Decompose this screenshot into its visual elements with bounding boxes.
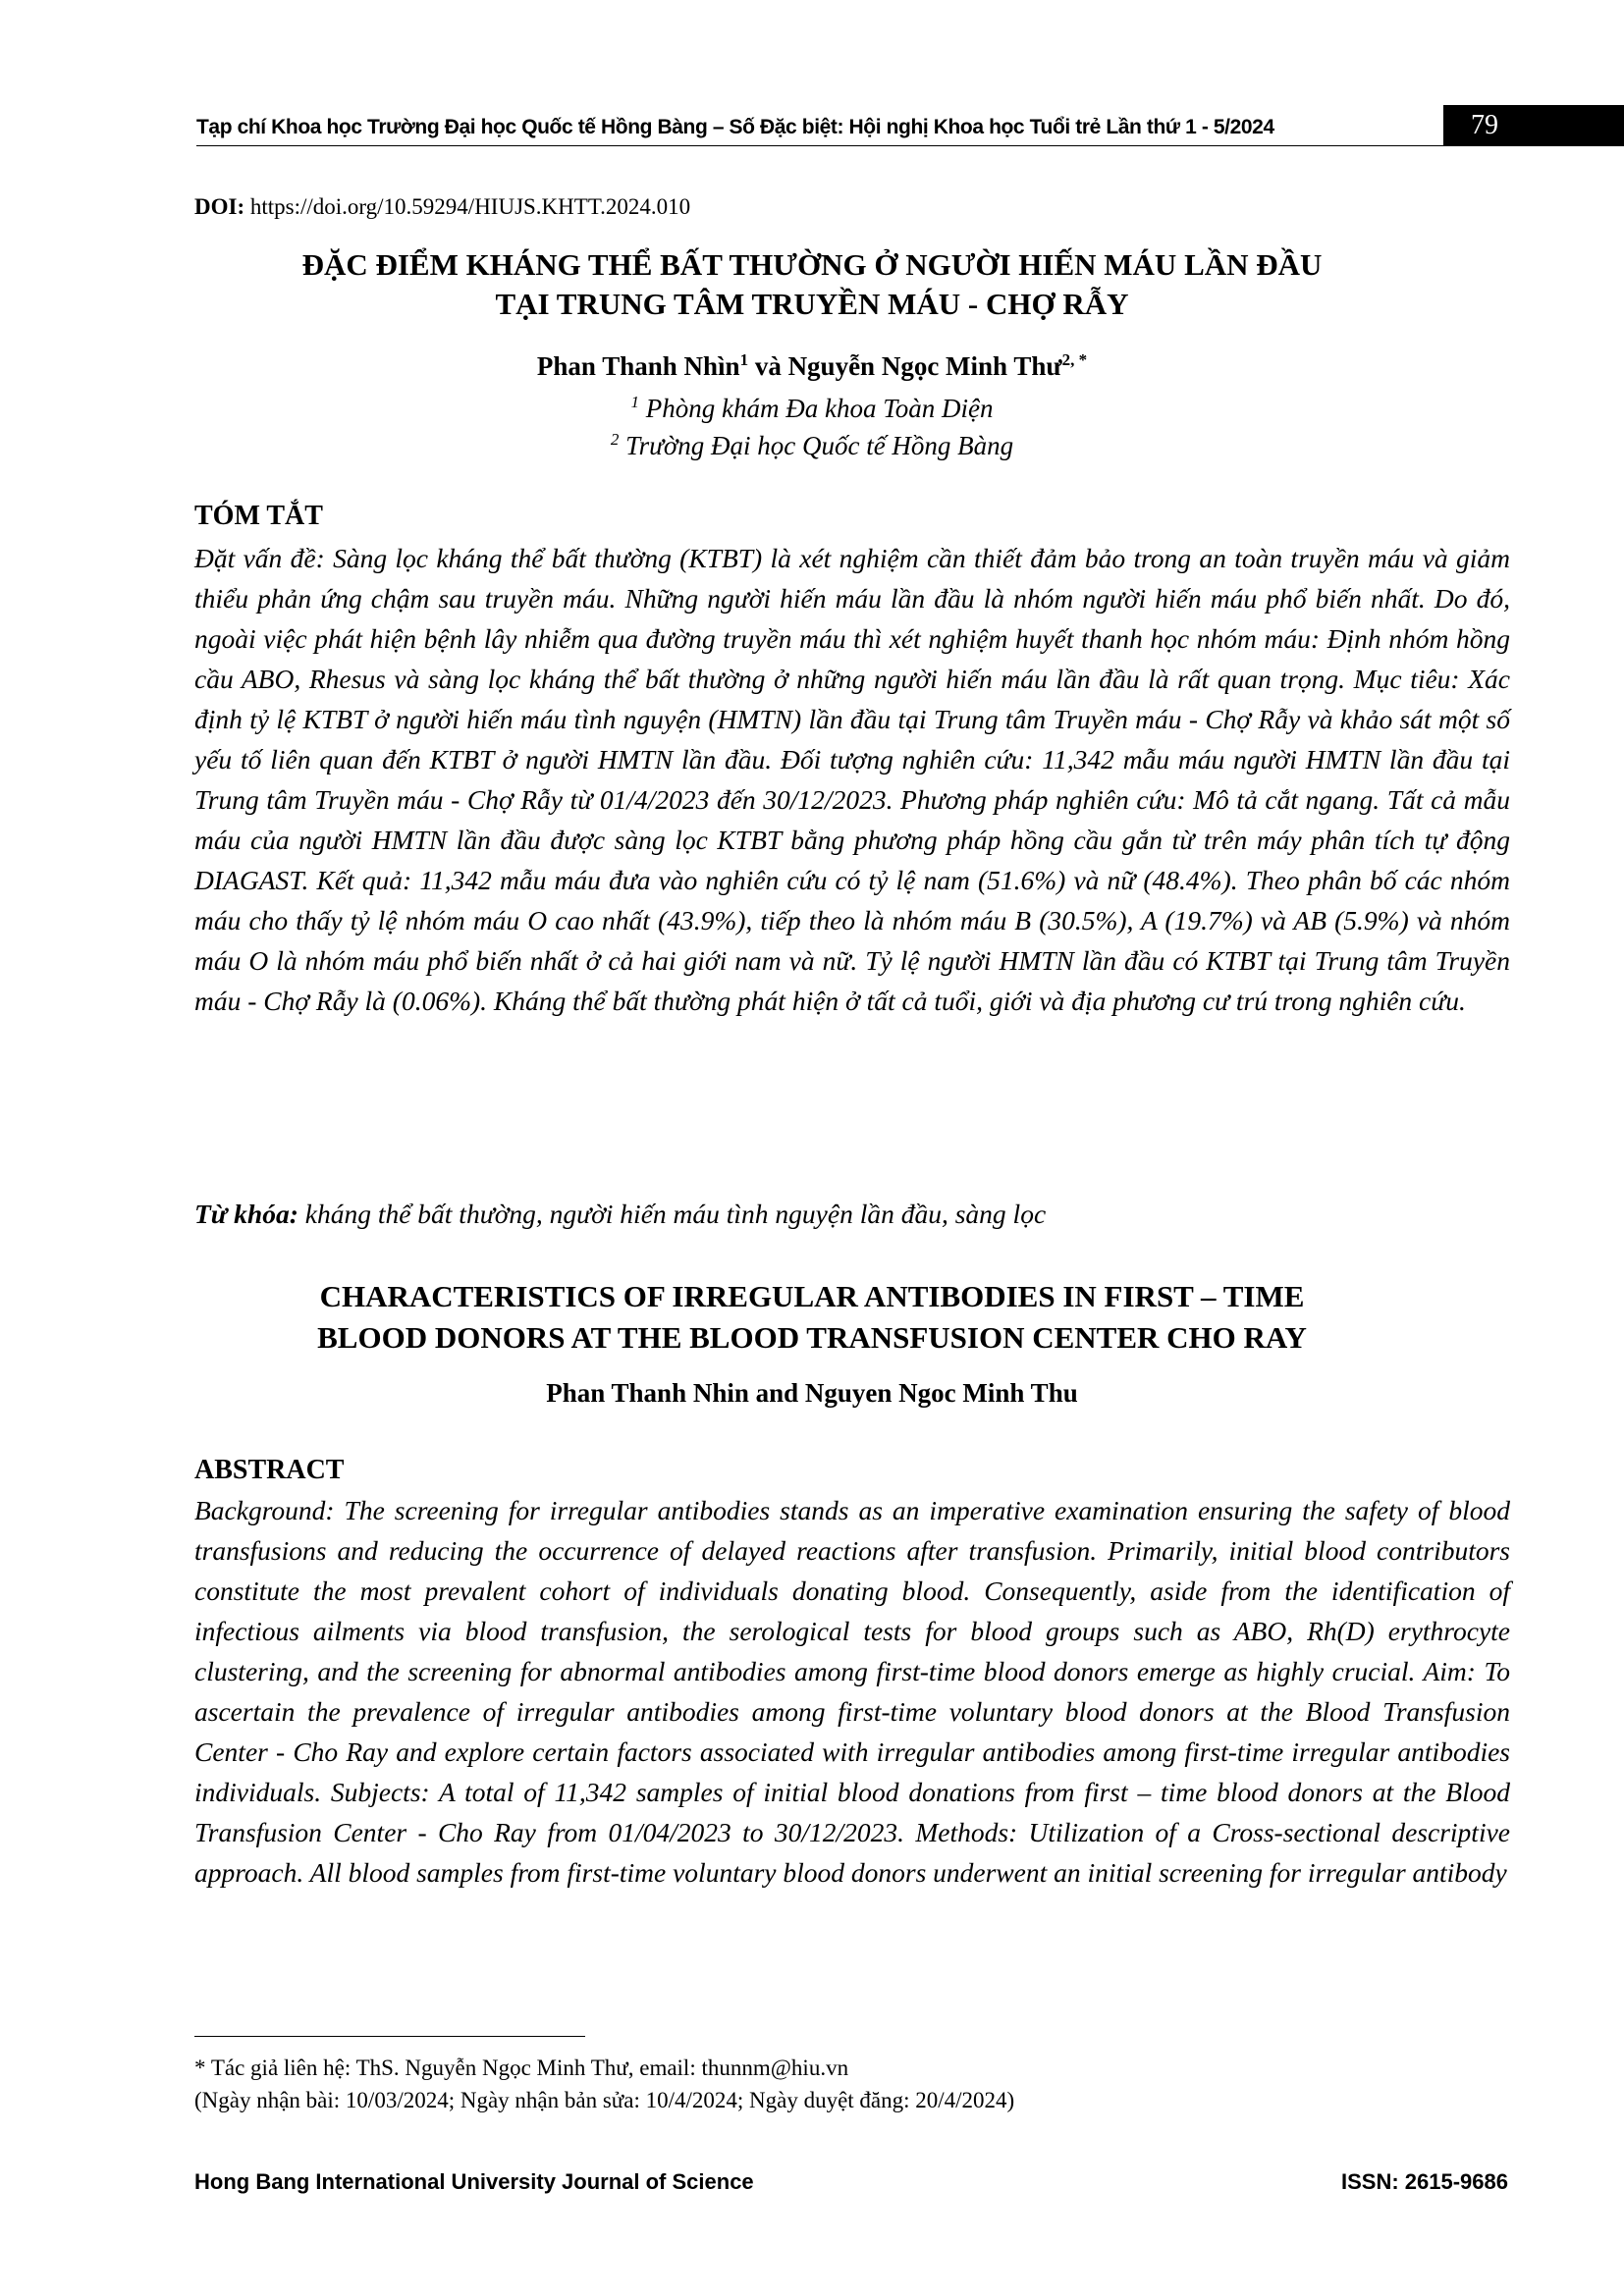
abstract-en-text: Background: The screening for irregular antibodies stands as an imperative examination ensuring the safety of blood transfusions and reducing the occurrence of delayed reactions after transfusion. Primarily, initial blood contributors constitute the most prevalent cohort of individuals donating blood. Consequently, aside from the identification of infectious ailments via blood transfusion, the serological tests for blood groups such as ABO, Rh(D) erythrocyte clustering, and the screening for abnormal antibodies among first-time blood donors emerge as highly crucial. Aim: To ascertain the prevalence of irregular antibodies among first-time voluntary blood donors at the Blood Transfusion Center - Cho Ray and explore certain factors associated with irregular antibodies among first-time irregular antibodies individuals. Subjects: A total of 11,342 samples of initial blood donations from first – time blood donors at the Blood Transfusion Center - Cho Ray from 01/04/2023 to 30/12/2023. Methods: Utilization of a Cross-sectional descriptive approach. All blood samples from first-time voluntary blood donors underwent an initial screening for irregular antibody bbox=[194, 1495, 1510, 1888]
article-title-vi bbox=[157, 245, 1467, 324]
doi-link[interactable]: https://doi.org/10.59294/HIUJS.KHTT.2024.010 bbox=[249, 194, 691, 219]
doi-line bbox=[194, 194, 690, 220]
doi-label: DOI: bbox=[194, 194, 245, 219]
abstract-vi-heading: TÓM TẮT bbox=[194, 501, 323, 531]
article-title-en bbox=[157, 1276, 1467, 1359]
keywords-value: kháng thể bất thường, người hiến máu tình nguyện lần đầu, sàng lọc bbox=[298, 1199, 1047, 1229]
affiliation-2 bbox=[157, 423, 1467, 462]
author-2: Nguyễn Ngọc Minh Thư bbox=[787, 351, 1062, 381]
journal-header-text: Tạp chí Khoa học Trường Đại học Quốc tế Hồng Bàng – Số Đặc biệt: Hội nghị Khoa học Tuổi trẻ Lần thứ 1 - 5/2024 bbox=[196, 116, 1274, 138]
footnote-dates: (Ngày nhận bài: 10/03/2024; Ngày nhận bản sửa: 10/4/2024; Ngày duyệt đăng: 20/4/2024) bbox=[194, 2088, 1015, 2112]
abstract-en-heading: ABSTRACT bbox=[194, 1455, 345, 1485]
footer-issn: ISSN: 2615-9686 bbox=[1341, 2169, 1508, 2194]
footnote-corresponding-author: * Tác giả liên hệ: ThS. Nguyễn Ngọc Minh Thư, email: thunnm@hiu.vn bbox=[194, 2056, 849, 2080]
abstract-vi-text: Đặt vấn đề: Sàng lọc kháng thể bất thường (KTBT) là xét nghiệm cần thiết đảm bảo trong an toàn truyền máu và giảm thiểu phản ứng chậm sau truyền máu. Những người hiến máu lần đầu là nhóm người hiến máu phổ biến nhất. Do đó, ngoài việc phát hiện bệnh lây nhiễm qua đường truyền máu thì xét nghiệm huyết thanh học nhóm máu: Định nhóm hồng cầu ABO, Rhesus và sàng lọc kháng thể bất thường ở những người hiến máu lần đầu là rất quan trọng. Mục tiêu: Xác định tỷ lệ KTBT ở người hiến máu tình nguyện (HMTN) lần đầu tại Trung tâm Truyền máu - Chợ Rẫy và khảo sát một số yếu tố liên quan đến KTBT ở người HMTN lần đầu. Đối tượng nghiên cứu: 11,342 mẫu máu người HMTN lần đầu tại Trung tâm Truyền máu - Chợ Rẫy từ 01/4/2023 đến 30/12/2023. Phương pháp nghiên cứu: Mô tả cắt ngang. Tất cả mẫu máu của người HMTN lần đầu được sàng lọc KTBT bằng phương pháp hồng cầu gắn từ trên máy phân tích tự động DIAGAST. Kết quả: 11,342 mẫu máu đưa vào nghiên cứu có tỷ lệ nam (51.6%) và nữ (48.4%). Theo phân bố các nhóm máu cho thấy tỷ lệ nhóm máu O cao nhất (43.9%), tiếp theo là nhóm máu B (30.5%), A (19.7%) và AB (5.9%) và nhóm máu O là nhóm máu phổ biến nhất ở cả hai giới nam và nữ. Tỷ lệ người HMTN lần đầu có KTBT tại Trung tâm Truyền máu - Chợ Rẫy là (0.06%). Kháng thể bất thường phát hiện ở tất cả tuổi, giới và địa phương cư trú trong nghiên cứu. bbox=[194, 543, 1510, 1016]
authors-vi bbox=[157, 344, 1467, 383]
title-en-line-1: CHARACTERISTICS OF IRREGULAR ANTIBODIES IN FIRST – TIME bbox=[319, 1279, 1305, 1313]
title-vi-line-2: TẠI TRUNG TÂM TRUYỀN MÁU - CHỢ RẪY bbox=[495, 287, 1129, 321]
affiliation-2-name: Trường Đại học Quốc tế Hồng Bàng bbox=[619, 431, 1014, 460]
author-2-affil: 2, * bbox=[1061, 350, 1088, 369]
affiliation-1-marker: 1 bbox=[630, 393, 639, 411]
author-conjunction: và bbox=[748, 351, 788, 381]
affiliation-2-marker: 2 bbox=[610, 430, 620, 449]
affiliation-1 bbox=[157, 386, 1467, 425]
footer-journal-name: Hong Bang International University Journal of Science bbox=[194, 2169, 754, 2194]
keywords-label: Từ khóa: bbox=[194, 1199, 298, 1229]
keywords-line bbox=[194, 1199, 1046, 1230]
title-en-line-2: BLOOD DONORS AT THE BLOOD TRANSFUSION CENTER CHO RAY bbox=[317, 1320, 1307, 1355]
affiliation-1-name: Phòng khám Đa khoa Toàn Diện bbox=[639, 394, 994, 423]
authors-en: Phan Thanh Nhin and Nguyen Ngoc Minh Thu bbox=[546, 1378, 1078, 1408]
title-vi-line-1: ĐẶC ĐIỂM KHÁNG THỂ BẤT THƯỜNG Ở NGƯỜI HIẾN MÁU LẦN ĐẦU bbox=[301, 247, 1323, 282]
running-header bbox=[196, 110, 1492, 146]
author-1-affil: 1 bbox=[739, 350, 749, 369]
page-number: 79 bbox=[1443, 105, 1624, 146]
author-1: Phan Thanh Nhìn bbox=[536, 351, 740, 381]
footnote-divider bbox=[194, 2036, 585, 2037]
